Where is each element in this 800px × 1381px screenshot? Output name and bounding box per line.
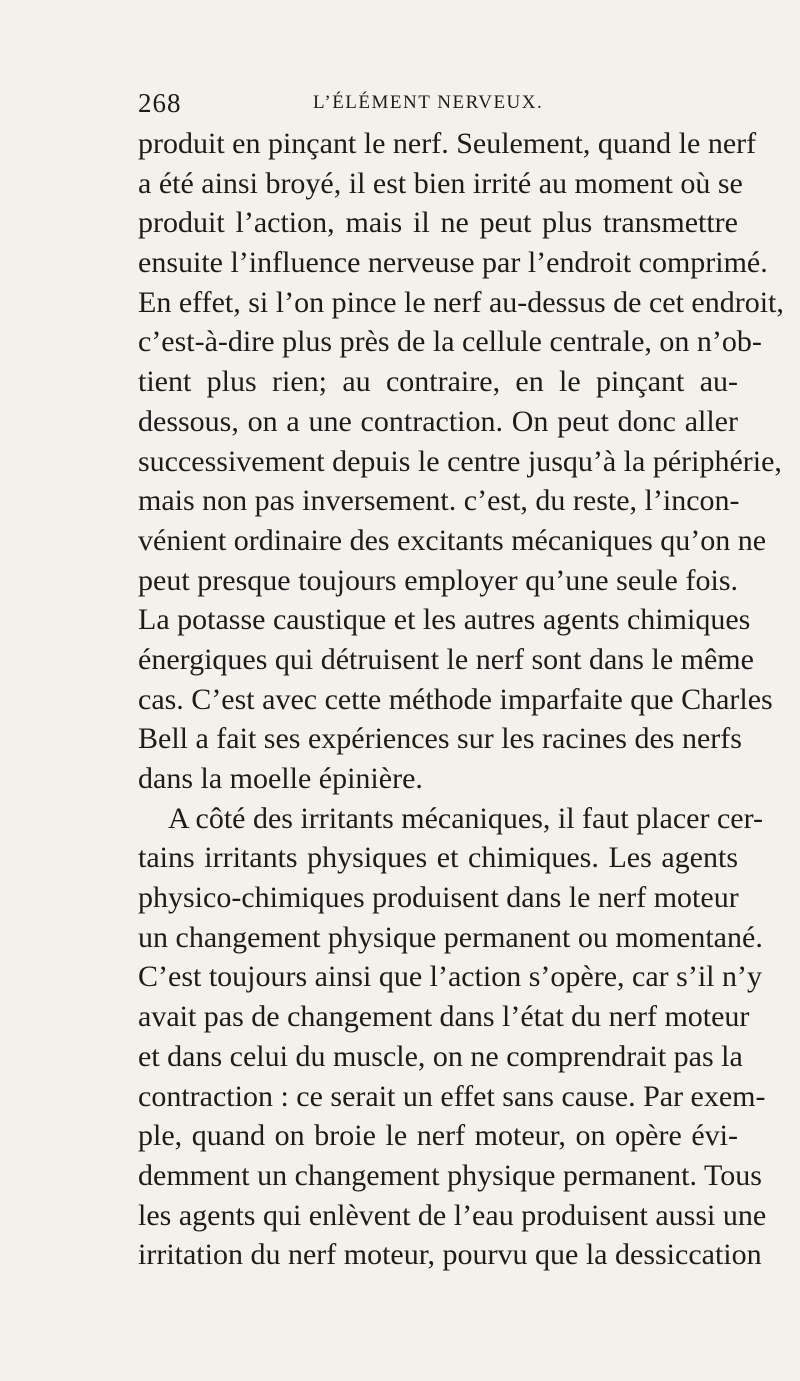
text-line: successivement depuis le centre jusqu’à la périphérie, bbox=[138, 444, 782, 478]
text-line: mais non pas inversement. c’est, du reste, l’incon- bbox=[138, 484, 740, 518]
text-line: tient plus rien; au contraire, en le pinçant au- bbox=[138, 365, 738, 399]
paragraph-end-line: dans la moelle épinière. bbox=[138, 762, 423, 795]
page-number: 268 bbox=[138, 88, 182, 118]
text-line: a été ainsi broyé, il est bien irrité au moment où se bbox=[138, 166, 743, 200]
body-text bbox=[138, 124, 784, 1275]
text-line: demment un changement physique permanent. Tous bbox=[138, 1158, 762, 1192]
text-line: énergiques qui détruisent le nerf sont dans le même bbox=[138, 642, 754, 676]
text-line: ensuite l’influence nerveuse par l’endroit comprimé. bbox=[138, 246, 768, 280]
text-line: irritation du nerf moteur, pourvu que la dessiccation bbox=[138, 1238, 762, 1272]
text-line: produit en pinçant le nerf. Seulement, quand le nerf bbox=[138, 127, 757, 160]
text-line: un changement physique permanent ou momentané. bbox=[138, 920, 763, 954]
text-line: vénient ordinaire des excitants mécaniques qu’on ne bbox=[138, 523, 767, 557]
text-line: dessous, on a une contraction. On peut donc aller bbox=[138, 404, 738, 438]
text-line: c’est-à-dire plus près de la cellule centrale, on n’ob- bbox=[138, 325, 762, 359]
text-line: Bell a fait ses expériences sur les racines des nerfs bbox=[138, 722, 742, 756]
text-line: cas. C’est avec cette méthode imparfaite que Charles bbox=[138, 682, 773, 716]
text-line: les agents qui enlèvent de l’eau produisent aussi une bbox=[138, 1198, 767, 1232]
text-line: peut presque toujours employer qu’une seule fois. bbox=[138, 563, 738, 597]
running-head: L’ÉLÉMENT NERVEUX. bbox=[313, 92, 544, 113]
text-line: La potasse caustique et les autres agents chimiques bbox=[138, 603, 751, 637]
text-line: tains irritants physiques et chimiques. Les agents bbox=[138, 841, 738, 875]
text-line: contraction : ce serait un effet sans cause. Par exem- bbox=[138, 1079, 766, 1113]
text-line: et dans celui du muscle, on ne comprendrait pas la bbox=[138, 1039, 743, 1073]
text-line: physico-chimiques produisent dans le nerf moteur bbox=[138, 881, 739, 915]
page-header bbox=[138, 88, 668, 124]
text-line: avait pas de changement dans l’état du nerf moteur bbox=[138, 1000, 750, 1034]
text-line: En effet, si l’on pince le nerf au-dessus de cet endroit, bbox=[138, 285, 784, 319]
text-line: produit l’action, mais il ne peut plus transmettre bbox=[138, 206, 738, 240]
paragraph-start-line: A côté des irritants mécaniques, il faut placer cer- bbox=[168, 801, 763, 835]
text-line: C’est toujours ainsi que l’action s’opère, car s’il n’y bbox=[138, 960, 762, 994]
text-line: ple, quand on broie le nerf moteur, on opère évi- bbox=[138, 1119, 738, 1153]
